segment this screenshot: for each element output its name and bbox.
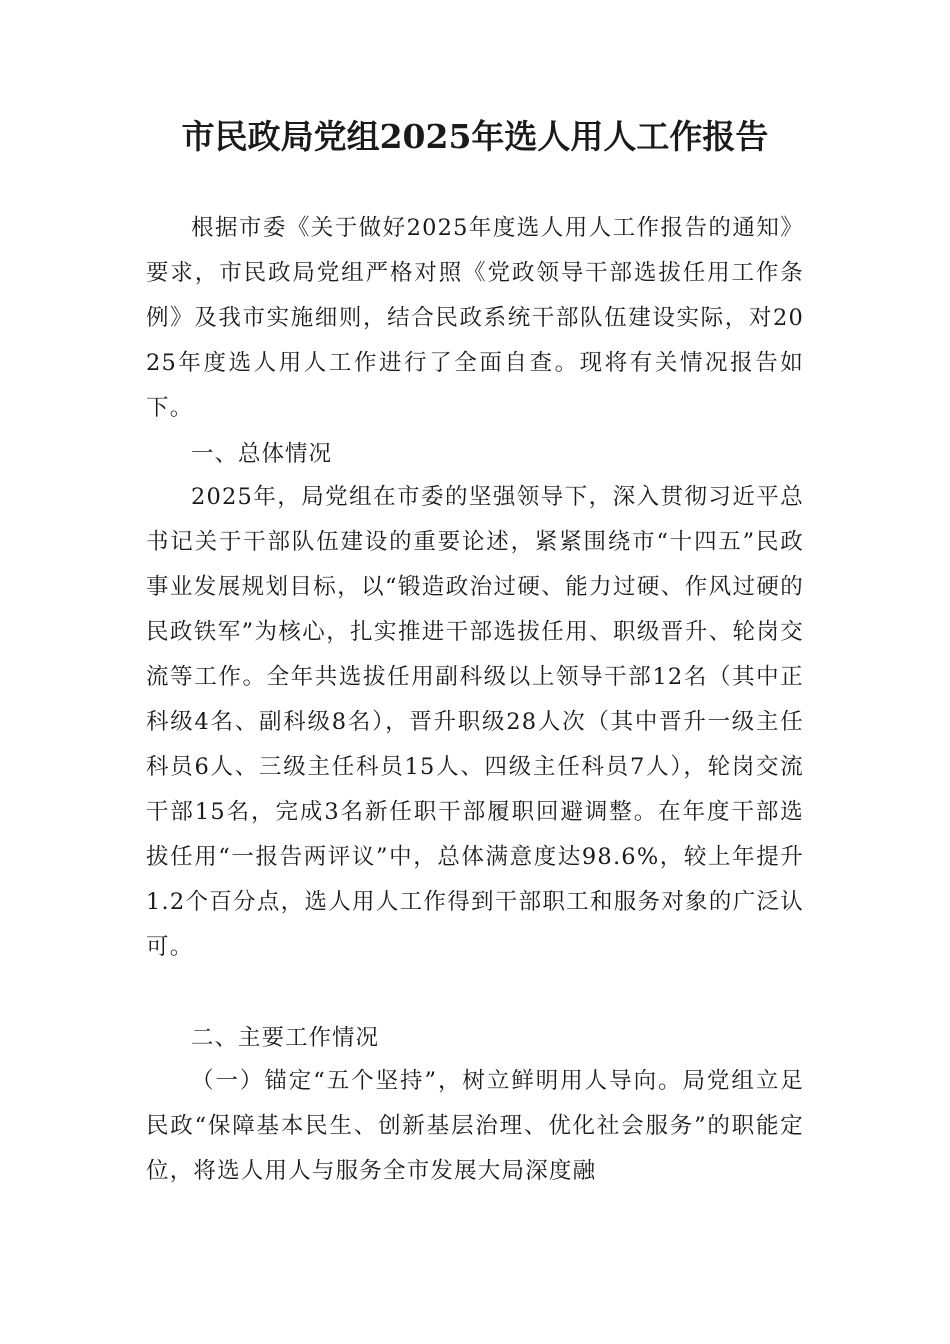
section-2-heading: 二、主要工作情况 (191, 1025, 380, 1051)
section-1-heading: 一、总体情况 (191, 441, 333, 467)
subsection-1-body: 局党组立足民政“保障基本民生、创新基层治理、优化社会服务”的职能定位，将选人用人与服务全市发展大局深度融 (146, 1068, 804, 1184)
document-title: 市民政局党组2025年选人用人工作报告 (181, 117, 769, 156)
section-2-paragraph (146, 1059, 804, 1194)
intro-paragraph: 根据市委《关于做好2025年度选人用人工作报告的通知》要求，市民政局党组严格对照《党政领导干部选拔任用工作条例》及我市实施细则，结合民政系统干部队伍建设实际，对2025年度选人用人工作进行了全面自查。现将有关情况报告如下。 (146, 215, 804, 421)
subsection-1-title: （一）锚定“五个坚持”，树立鲜明用人导向。 (191, 1068, 683, 1094)
section-1-paragraph: 2025年，局党组在市委的坚强领导下，深入贯彻习近平总书记关于干部队伍建设的重要论述，紧紧围绕市“十四五”民政事业发展规划目标，以“锻造政治过硬、能力过硬、作风过硬的民政铁军”为核心，扎实推进干部选拔任用、职级晋升、轮岗交流等工作。全年共选拔任用副科级以上领导干部12名（其中正科级4名、副科级8名），晋升职级28人次（其中晋升一级主任科员6人、三级主任科员15人、四级主任科员7人），轮岗交流干部15名，完成3名新任职干部履职回避调整。在年度干部选拔任用“一报告两评议”中，总体满意度达98.6%，较上年提升1.2个百分点，选人用人工作得到干部职工和服务对象的广泛认可。 (146, 484, 804, 960)
